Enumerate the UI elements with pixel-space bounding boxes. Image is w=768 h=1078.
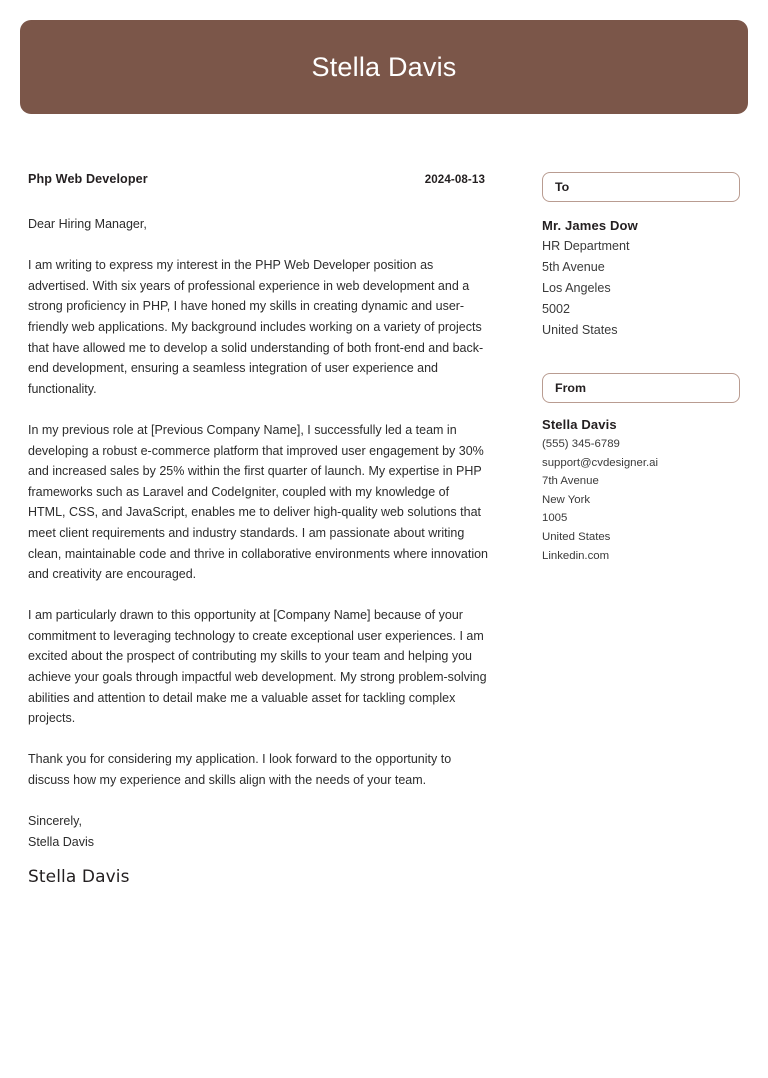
recipient-line: 5002	[542, 302, 571, 316]
sender-phone: (555) 345-6789	[542, 438, 620, 450]
closing-name: Stella Davis	[28, 834, 94, 849]
sender-website: Linkedin.com	[542, 549, 610, 562]
recipient-line: United States	[542, 323, 618, 337]
sender-line: 1005	[542, 512, 568, 525]
letter-body	[28, 214, 490, 888]
sender-address-block	[542, 415, 740, 565]
closing-line: Sincerely,	[28, 814, 82, 829]
job-title: Php Web Developer	[28, 172, 148, 186]
recipient-address-block	[542, 215, 740, 341]
recipient-label-box	[542, 172, 740, 202]
letter-paragraph-3: I am particularly drawn to this opportunity at [Company Name] because of your commitment to leveraging technology to create exceptional user experiences. I am excited about the prospect of contributing my skills to your team and helping you achieve your goals through impactful web development. My strong problem-solving abilities and attention to detail make me a valuable asset for tackling complex projects.	[28, 608, 487, 726]
address-spacer	[542, 341, 740, 373]
recipient-label: To	[555, 180, 570, 194]
letter-paragraph-1: I am writing to express my interest in the PHP Web Developer position as advertised. With six years of professional experience in web development and a strong proficiency in PHP, I have honed my skills in creating dynamic and user-friendly web applications. My background includes working on a variety of projects that have allowed me to develop a solid understanding of both front-end and back-end development, ensuring a seamless integration of user experience and functionality.	[28, 258, 484, 396]
letter-paragraph-4: Thank you for considering my application. I look forward to the opportunity to discuss how my experience and skills align with the needs of your team.	[28, 752, 452, 788]
letter-meta-row	[28, 172, 488, 186]
signature: Stella Davis	[28, 867, 130, 888]
sender-line: United States	[542, 530, 611, 543]
recipient-line: Los Angeles	[542, 281, 611, 295]
sender-label: From	[555, 381, 586, 395]
letter-column	[28, 172, 490, 888]
page-title: Stella Davis	[311, 51, 457, 82]
sender-email: support@cvdesigner.ai	[542, 456, 659, 469]
salutation: Dear Hiring Manager,	[28, 217, 147, 231]
sender-label-box	[542, 373, 740, 403]
recipient-line: 5th Avenue	[542, 260, 605, 274]
sender-line: 7th Avenue	[542, 475, 599, 488]
address-column	[542, 172, 740, 565]
sender-line: New York	[542, 493, 591, 506]
recipient-name: Mr. James Dow	[542, 218, 638, 233]
recipient-line: HR Department	[542, 239, 630, 253]
letter-date: 2024-08-13	[424, 173, 485, 186]
letter-paragraph-2: In my previous role at [Previous Company Name], I successfully led a team in developing a robust e-commerce platform that improved user engagement by 30% and increased sales by 25% within the first quarter of launch. My expertise in PHP frameworks such as Laravel and CodeIgniter, coupled with my knowledge of HTML, CSS, and JavaScript, enables me to deliver high-quality web solutions that meet client requirements and industry standards. I am passionate about writing clean, maintainable code and thrive in collaborative environments where innovation and creativity are encouraged.	[28, 422, 488, 582]
sender-name: Stella Davis	[542, 417, 617, 432]
header-banner	[20, 20, 748, 114]
